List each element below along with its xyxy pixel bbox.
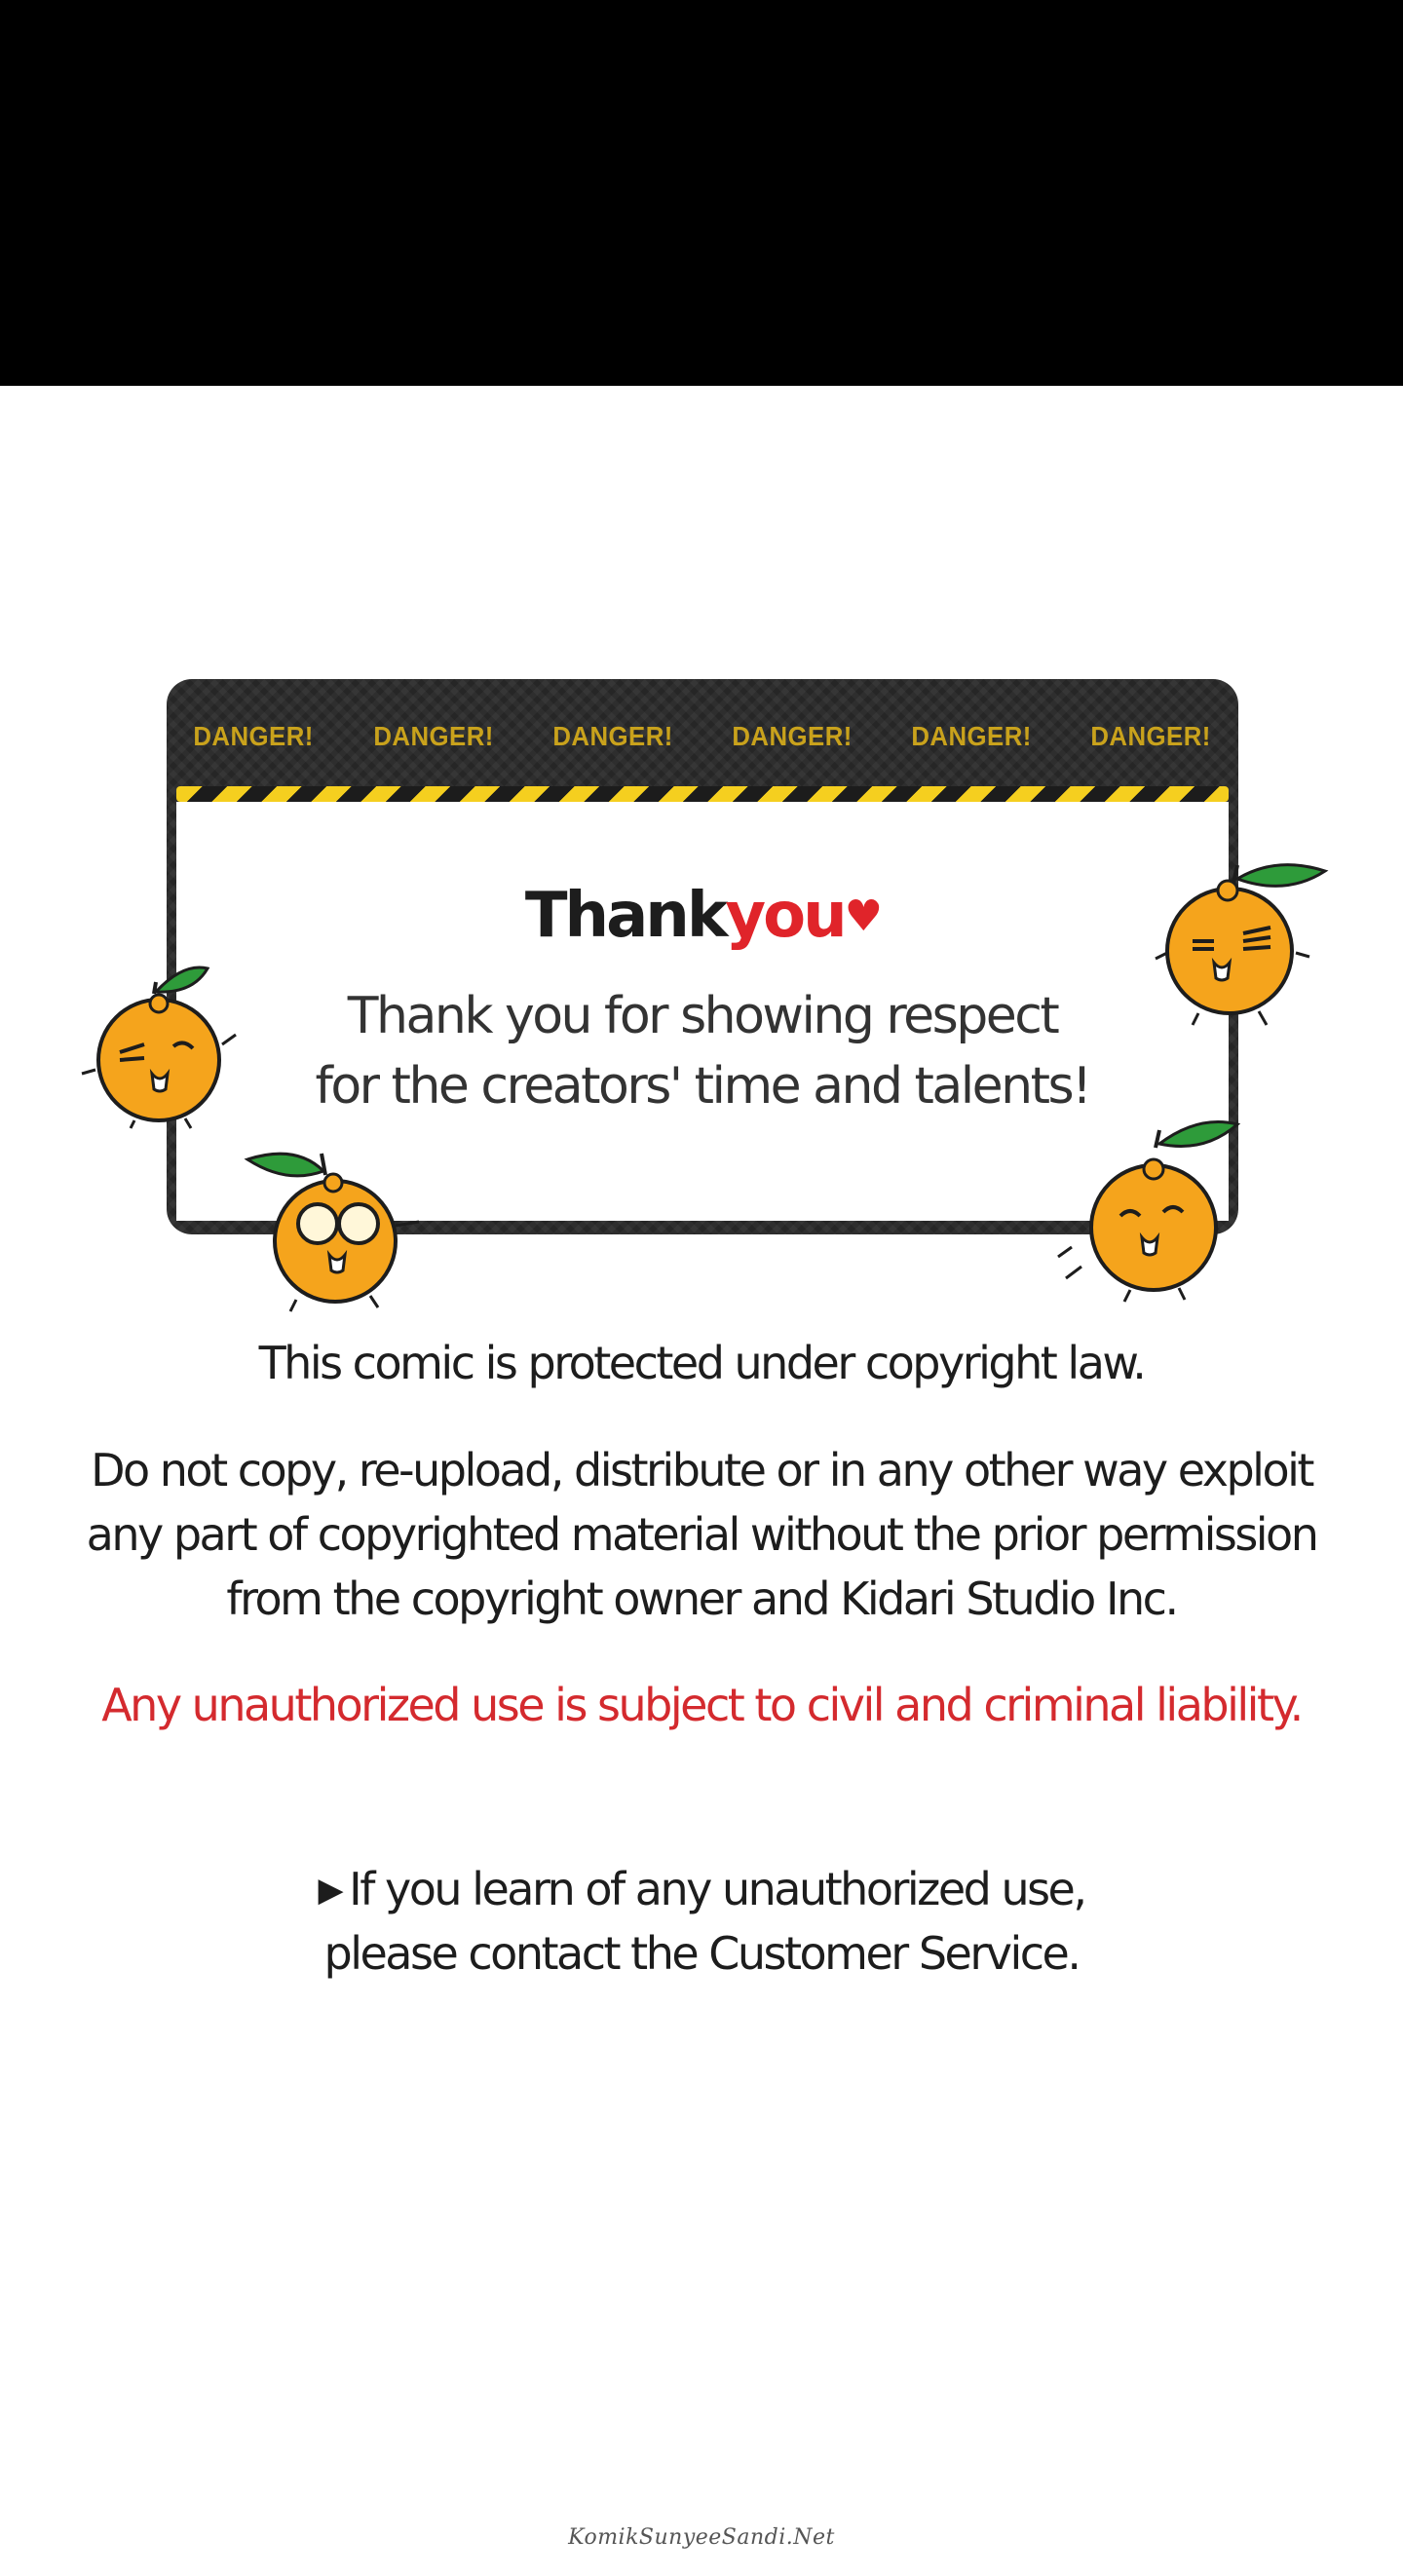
danger-label: DANGER! xyxy=(732,721,853,751)
danger-label: DANGER! xyxy=(552,721,673,751)
danger-label: DANGER! xyxy=(911,721,1032,751)
orange-mascot-icon xyxy=(1150,846,1335,1031)
caution-stripe xyxy=(176,786,1229,802)
top-black-band xyxy=(0,0,1403,386)
orange-mascot-icon xyxy=(76,955,242,1130)
heart-icon: ♥ xyxy=(844,891,881,941)
thank-you-subtitle-line2: for the creators' time and talents! xyxy=(315,1057,1090,1116)
thank-you-subtitle-line1: Thank you for showing respect xyxy=(347,987,1058,1045)
copyright-terms-line2: any part of copyrighted material without the prior permission xyxy=(86,1508,1317,1561)
copyright-terms-line1: Do not copy, re-upload, distribute or in any other way exploit xyxy=(91,1444,1312,1496)
danger-label: DANGER! xyxy=(193,721,315,751)
title-thank-word: Thank xyxy=(524,880,726,952)
danger-label: DANGER! xyxy=(373,721,494,751)
report-line2: please contact the Customer Service. xyxy=(323,1927,1080,1980)
danger-label: DANGER! xyxy=(1090,721,1212,751)
danger-row xyxy=(167,679,1238,794)
copyright-protected-text: This comic is protected under copyright law. xyxy=(258,1337,1145,1389)
report-line1-text: If you learn of any unauthorized use, xyxy=(349,1863,1085,1915)
title-you-word: you xyxy=(725,880,845,952)
play-triangle-icon: ▶ xyxy=(318,1871,342,1910)
orange-mascot-icon xyxy=(1052,1111,1247,1306)
copyright-terms-line3: from the copyright owner and Kidari Studio Inc. xyxy=(226,1572,1177,1625)
watermark-text: KomikSunyeeSandi.Net xyxy=(568,2525,835,2550)
report-line1 xyxy=(0,1863,1403,1915)
orange-mascot-icon xyxy=(238,1140,433,1315)
liability-warning-text: Any unauthorized use is subject to civil and criminal liability. xyxy=(101,1679,1302,1731)
thank-you-title xyxy=(176,880,1229,952)
